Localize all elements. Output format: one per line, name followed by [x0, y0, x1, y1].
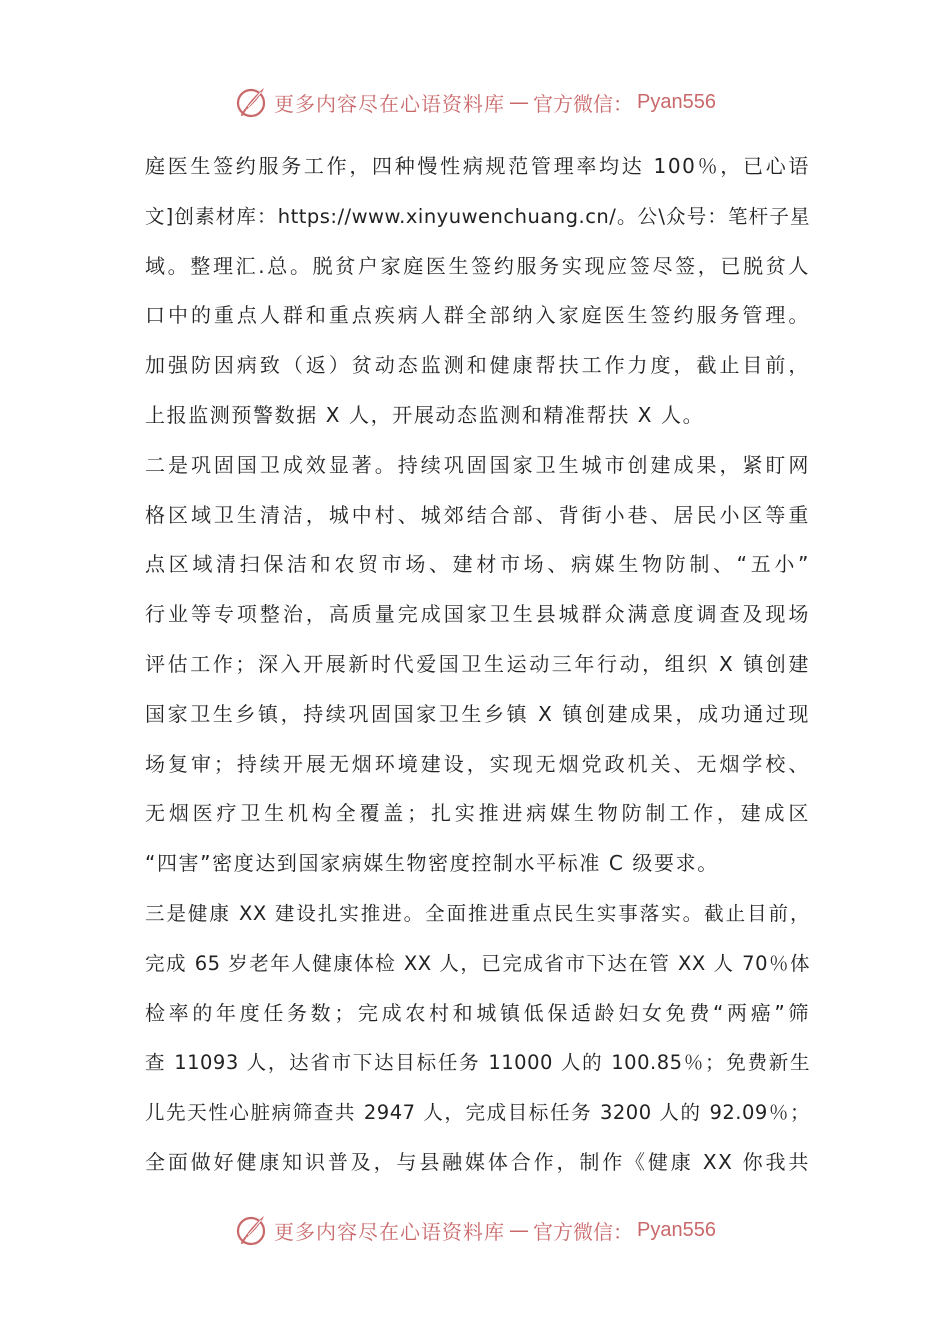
quill-pen-logo-icon — [234, 1213, 268, 1247]
header-brand-text: 更多内容尽在心语资料库 — [274, 91, 506, 116]
body-line: 庭医生签约服务工作，四种慢性病规范管理率均达 100％，已心语 — [145, 154, 810, 178]
body-line: 上报监测预警数据 X 人，开展动态监测和精准帮扶 X 人。 — [145, 402, 705, 427]
body-line: 评估工作；深入开展新时代爱国卫生运动三年行动，组织 X 镇创建 — [145, 651, 810, 676]
body-line: 加强防因病致（返）贫动态监测和健康帮扶工作力度，截止目前， — [145, 353, 810, 378]
body-line: 格区域卫生清洁，城中村、城郊结合部、背街小巷、居民小区等重 — [145, 502, 810, 527]
body-line: 点区域清扫保洁和农贸市场、建材市场、病媒生物防制、“五小” — [145, 552, 810, 577]
body-line: 国家卫生乡镇，持续巩固国家卫生乡镇 X 镇创建成果，成功通过现 — [145, 701, 810, 726]
header-wechat-id: Pyan556 — [637, 90, 716, 113]
header-dash: — — [509, 90, 530, 114]
body-line: 域。整理汇.总。脱贫户家庭医生签约服务实现应签尽签，已脱贫人 — [145, 253, 810, 278]
body-line: 全面做好健康知识普及，与县融媒体合作，制作《健康 XX 你我共 — [145, 1149, 810, 1174]
body-line: 无烟医疗卫生机构全覆盖；扎实推进病媒生物防制工作，建成区 — [145, 801, 810, 826]
body-line: 三是健康 XX 建设扎实推进。全面推进重点民生实事落实。截止目前， — [145, 901, 810, 925]
body-line: 口中的重点人群和重点疾病人群全部纳入家庭医生签约服务管理。 — [145, 303, 810, 328]
body-line: 场复审；持续开展无烟环境建设，实现无烟党政机关、无烟学校、 — [145, 751, 810, 776]
body-line: 儿先天性心脏病筛查共 2947 人，完成目标任务 3200 人的 92.09％； — [145, 1101, 810, 1125]
document-body — [145, 142, 810, 1188]
footer-banner — [0, 1208, 950, 1252]
quill-pen-logo-icon — [234, 85, 268, 119]
body-line: 完成 65 岁老年人健康体检 XX 人，已完成省市下达在管 XX 人 70％体 — [145, 951, 810, 975]
body-line: “四害”密度达到国家病媒生物密度控制水平标准 C 级要求。 — [145, 851, 719, 876]
footer-brand-text: 更多内容尽在心语资料库 — [274, 1219, 506, 1244]
body-line: 查 11093 人，达省市下达目标任务 11000 人的 100.85％；免费新生 — [145, 1051, 810, 1075]
footer-dash: — — [509, 1218, 530, 1242]
footer-wechat-id: Pyan556 — [637, 1218, 716, 1241]
body-line: 文]创素材库：https://www.xinyuwenchuang.cn/。公\众号：笔杆子星 — [145, 204, 810, 228]
footer-wechat-label: 官方微信： — [533, 1219, 634, 1244]
header-wechat-label: 官方微信： — [533, 91, 634, 116]
body-line: 检率的年度任务数；完成农村和城镇低保适龄妇女免费“两癌”筛 — [145, 1000, 810, 1025]
body-line: 二是巩固国卫成效显著。持续巩固国家卫生城市创建成果，紧盯网 — [145, 452, 810, 477]
body-line: 行业等专项整治，高质量完成国家卫生县城群众满意度调查及现场 — [145, 602, 810, 627]
header-banner — [0, 80, 950, 124]
